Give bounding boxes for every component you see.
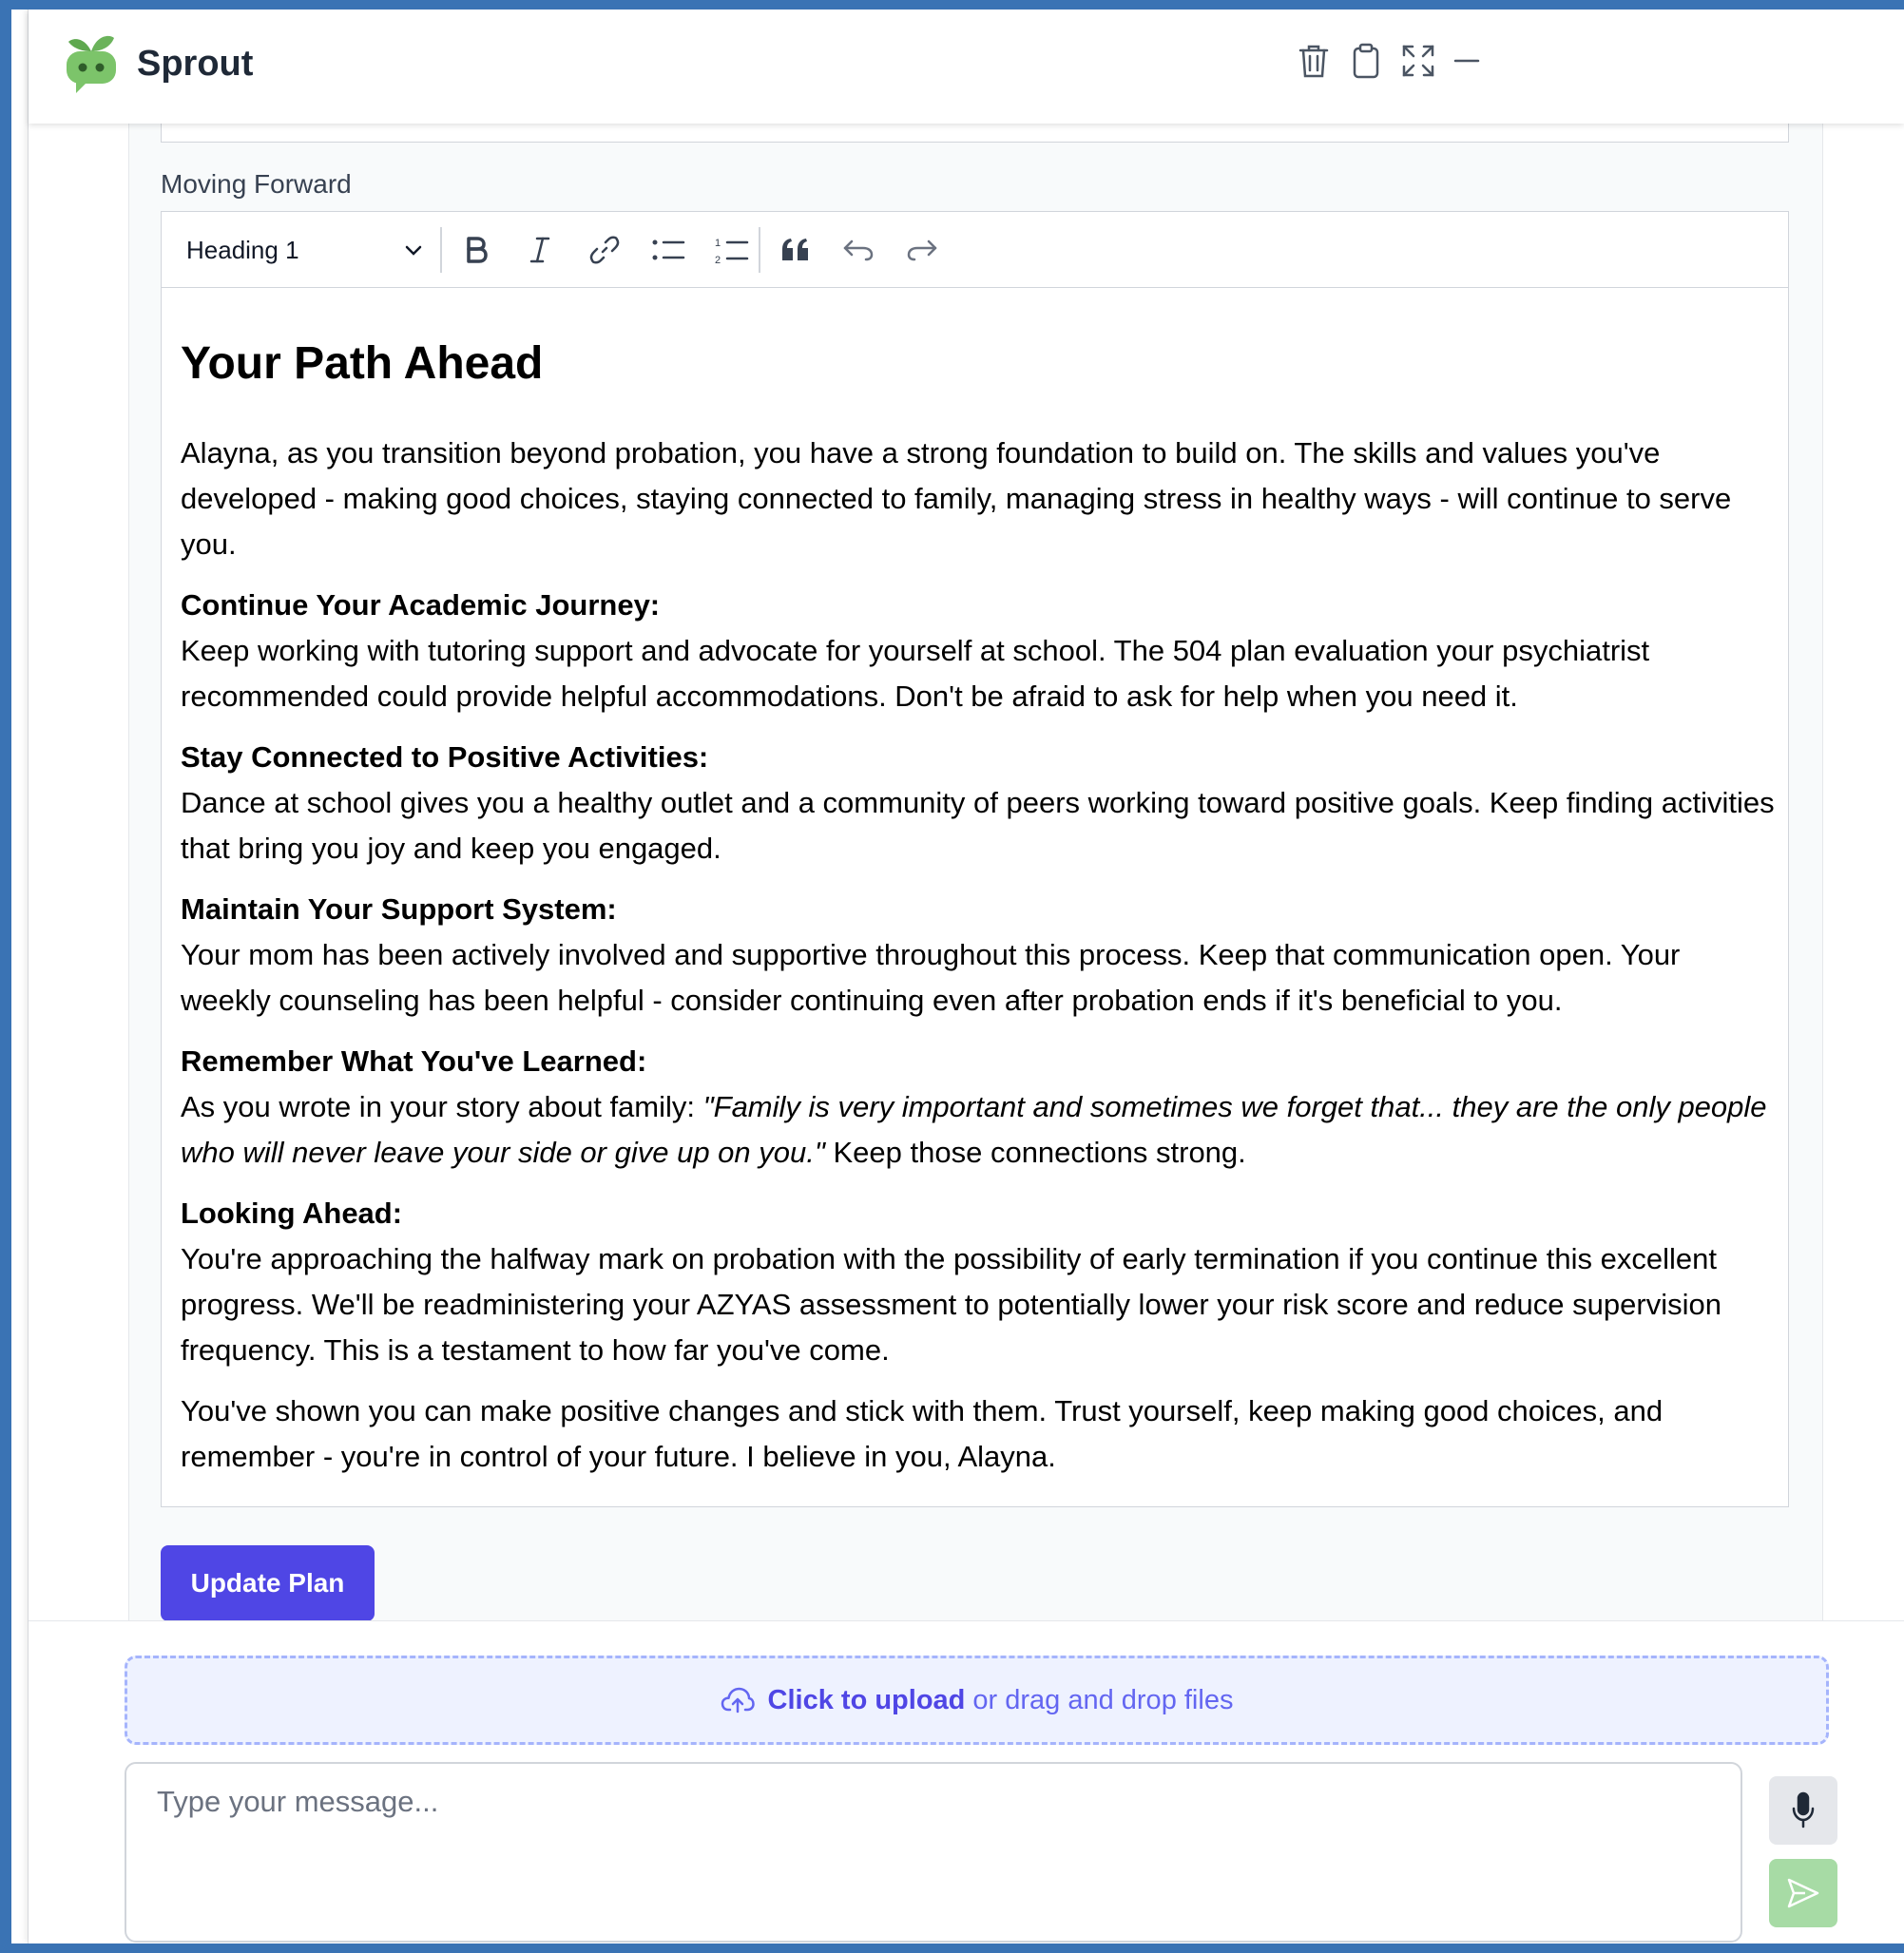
- upload-link[interactable]: Click to upload: [767, 1684, 966, 1715]
- svg-text:1: 1: [715, 238, 721, 249]
- block-academic: [181, 583, 1778, 719]
- send-button[interactable]: [1769, 1859, 1837, 1927]
- section-label: Moving Forward: [161, 169, 352, 199]
- app-title: Sprout: [137, 44, 254, 84]
- sprout-logo-icon: [63, 30, 120, 95]
- bold-icon[interactable]: [455, 229, 497, 271]
- chevron-down-icon: [403, 239, 424, 260]
- trash-icon[interactable]: [1295, 42, 1333, 80]
- expand-icon[interactable]: [1399, 42, 1437, 80]
- editor-content[interactable]: [181, 288, 1778, 1495]
- microphone-icon: [1791, 1791, 1816, 1829]
- toolbar-divider: [759, 227, 760, 273]
- minimize-icon[interactable]: [1447, 42, 1485, 80]
- panel-header: [29, 10, 1904, 124]
- assistant-panel: [29, 10, 1904, 1943]
- ordered-list-icon[interactable]: [711, 229, 753, 271]
- app-window: [11, 10, 1904, 1943]
- heading-select-value: Heading 1: [186, 235, 299, 264]
- block-heading: Maintain Your Support System:: [181, 892, 617, 926]
- svg-text:2: 2: [715, 255, 721, 265]
- block-looking-ahead: [181, 1191, 1778, 1373]
- toolbar-divider: [440, 227, 442, 273]
- block-heading: Continue Your Academic Journey:: [181, 588, 661, 622]
- document-title: Your Path Ahead: [181, 338, 544, 389]
- file-upload-dropzone[interactable]: [125, 1656, 1829, 1745]
- background-page: [11, 10, 29, 1943]
- editor-toolbar: [162, 212, 1788, 288]
- block-text: Keep working with tutoring support and advocate for yourself at school. The 504 plan evaluation your psychiatrist recommended could provide helpful accommodations. Don't be afraid to ask for help when you need it.: [181, 634, 1650, 713]
- block-text: Your mom has been actively involved and supportive throughout this process. Keep that communication open. Your weekly counseling has been helpful - consider continuing even after probation ends if it's beneficial to you.: [181, 938, 1681, 1017]
- closing-paragraph: You've shown you can make positive changes and stick with them. Trust yourself, keep making good choices, and remember - you're in control of your future. I believe in you, Alayna.: [181, 1394, 1664, 1473]
- undo-icon[interactable]: [837, 229, 879, 271]
- microphone-button[interactable]: [1769, 1776, 1837, 1845]
- block-text: Dance at school gives you a healthy outlet and a community of peers working toward positive goals. Keep finding activities that bring you joy and keep you engaged.: [181, 786, 1775, 865]
- redo-icon[interactable]: [901, 229, 943, 271]
- block-learned: [181, 1039, 1778, 1176]
- block-support: [181, 887, 1778, 1024]
- block-text: Keep those connections strong.: [824, 1136, 1246, 1169]
- chat-scroll-area[interactable]: [29, 124, 1904, 1620]
- block-heading: Looking Ahead:: [181, 1197, 403, 1230]
- cloud-upload-icon: [721, 1686, 755, 1714]
- upload-hint: or drag and drop files: [972, 1684, 1234, 1715]
- message-input[interactable]: [125, 1762, 1742, 1943]
- update-plan-button[interactable]: Update Plan: [161, 1545, 375, 1621]
- block-heading: Remember What You've Learned:: [181, 1044, 647, 1078]
- block-heading: Stay Connected to Positive Activities:: [181, 740, 709, 774]
- composer-area: [29, 1620, 1904, 1943]
- send-icon: [1786, 1877, 1820, 1909]
- block-text: You're approaching the halfway mark on probation with the possibility of early termination if you continue this excellent progress. We'll be readministering your AZYAS assessment to potentially lower your risk score and reduce supervision frequency. This is a testament to how far you've come.: [181, 1242, 1721, 1367]
- italic-icon[interactable]: [519, 229, 561, 271]
- intro-paragraph: Alayna, as you transition beyond probation, you have a strong foundation to build on. The skills and values you've developed - making good choices, staying connected to family, managing stress in healthy ways - will continue to serve you.: [181, 436, 1732, 561]
- link-icon[interactable]: [584, 229, 625, 271]
- blockquote-icon[interactable]: [775, 229, 817, 271]
- clipboard-icon[interactable]: [1347, 42, 1385, 80]
- family-quote: "Family is very important and sometimes we forget that... they are the only people who will never leave your side or give up on you.": [181, 1090, 1767, 1169]
- block-text: As you wrote in your story about family:: [181, 1090, 703, 1123]
- heading-select[interactable]: [186, 233, 424, 267]
- block-activities: [181, 735, 1778, 871]
- bullet-list-icon[interactable]: [647, 229, 689, 271]
- rich-text-editor[interactable]: [161, 211, 1789, 1507]
